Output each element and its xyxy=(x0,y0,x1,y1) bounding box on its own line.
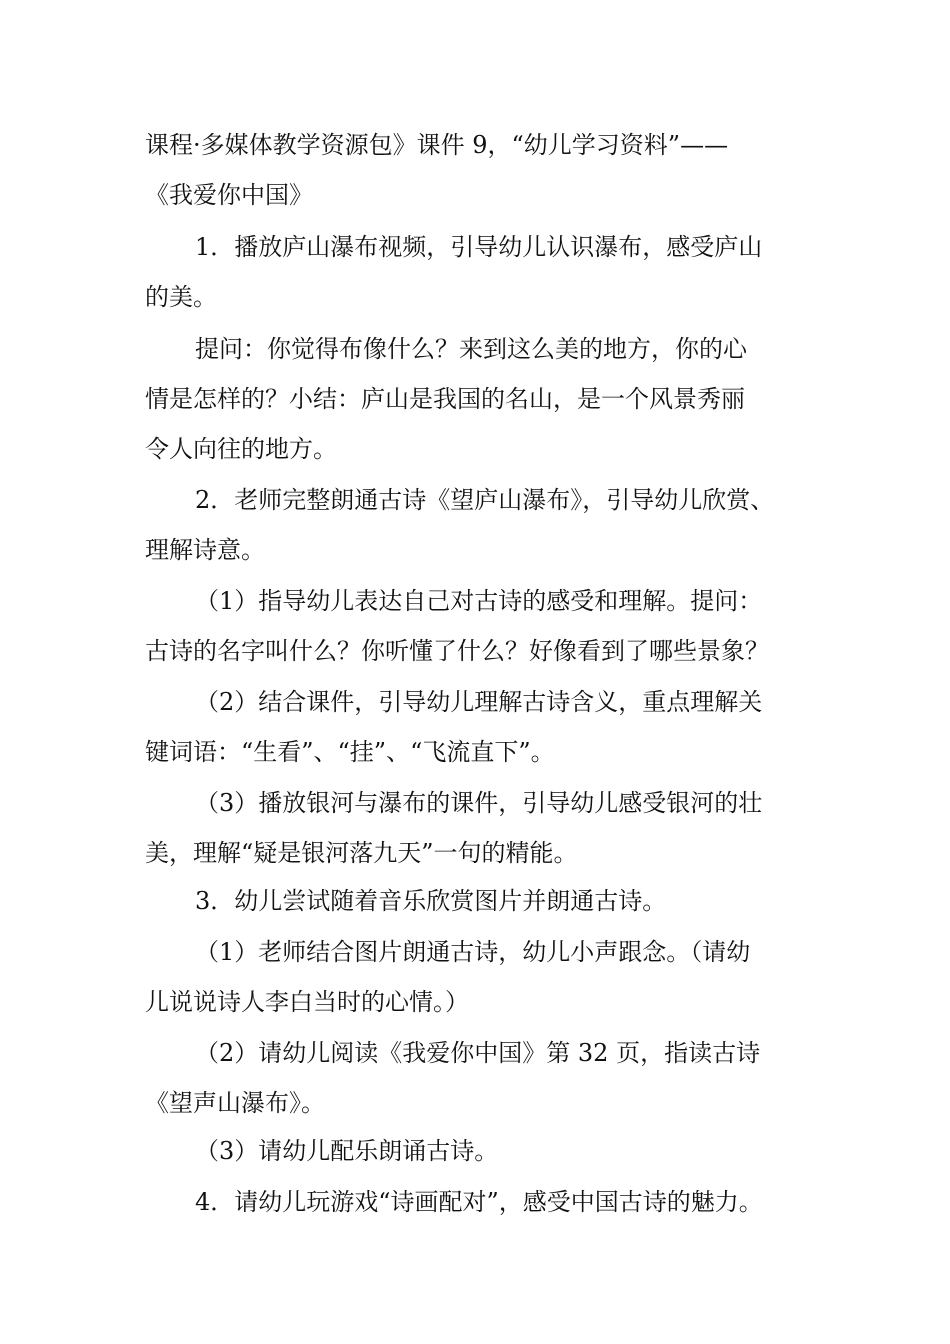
text-line-16: 3．幼儿尝试随着音乐欣赏图片并朗通古诗。 xyxy=(195,887,667,915)
text-line-12: （2）结合课件，引导幼儿理解古诗含义，重点理解关 xyxy=(195,688,763,716)
text-line-15: 美，理解“疑是银河落九天”一句的精能。 xyxy=(145,839,578,867)
text-line-14: （3）播放银河与瀑布的课件，引导幼儿感受银河的壮 xyxy=(195,789,763,817)
text-line-22: 4．请幼儿玩游戏“诗画配对”，感受中国古诗的魅力。 xyxy=(195,1188,763,1216)
text-line-10: （1）指导幼儿表达自己对古诗的感受和理解。提问： xyxy=(195,587,763,615)
text-line-13: 键词语：“生看”、“挂”、“飞流直下”。 xyxy=(145,738,555,766)
text-line-7: 令人向往的地方。 xyxy=(145,435,337,463)
text-line-1: 课程·多媒体教学资源包》课件 9，“幼儿学习资料”—— xyxy=(145,131,729,159)
text-line-17: （1）老师结合图片朗通古诗，幼儿小声跟念。（请幼 xyxy=(195,938,751,966)
text-line-11: 古诗的名字叫什么？你听懂了什么？好像看到了哪些景象？ xyxy=(145,637,769,665)
text-line-4: 的美。 xyxy=(145,283,217,311)
text-line-2: 《我爱你中国》 xyxy=(145,181,313,209)
text-line-8: 2．老师完整朗通古诗《望庐山瀑布》，引导幼儿欣赏、 xyxy=(195,486,775,514)
text-line-21: （3）请幼儿配乐朗诵古诗。 xyxy=(195,1137,499,1165)
text-line-9: 理解诗意。 xyxy=(145,536,265,564)
text-line-20: 《望声山瀑布》。 xyxy=(145,1089,325,1117)
text-line-6: 情是怎样的？小结：庐山是我国的名山，是一个风景秀丽 xyxy=(145,385,745,413)
text-line-18: 儿说说诗人李白当时的心情。） xyxy=(145,988,469,1016)
text-line-19: （2）请幼儿阅读《我爱你中国》第 32 页，指读古诗 xyxy=(195,1039,761,1067)
text-line-3: 1．播放庐山瀑布视频，引导幼儿认识瀑布，感受庐山 xyxy=(195,233,763,261)
text-line-5: 提问：你觉得布像什么？来到这么美的地方，你的心 xyxy=(195,335,747,363)
